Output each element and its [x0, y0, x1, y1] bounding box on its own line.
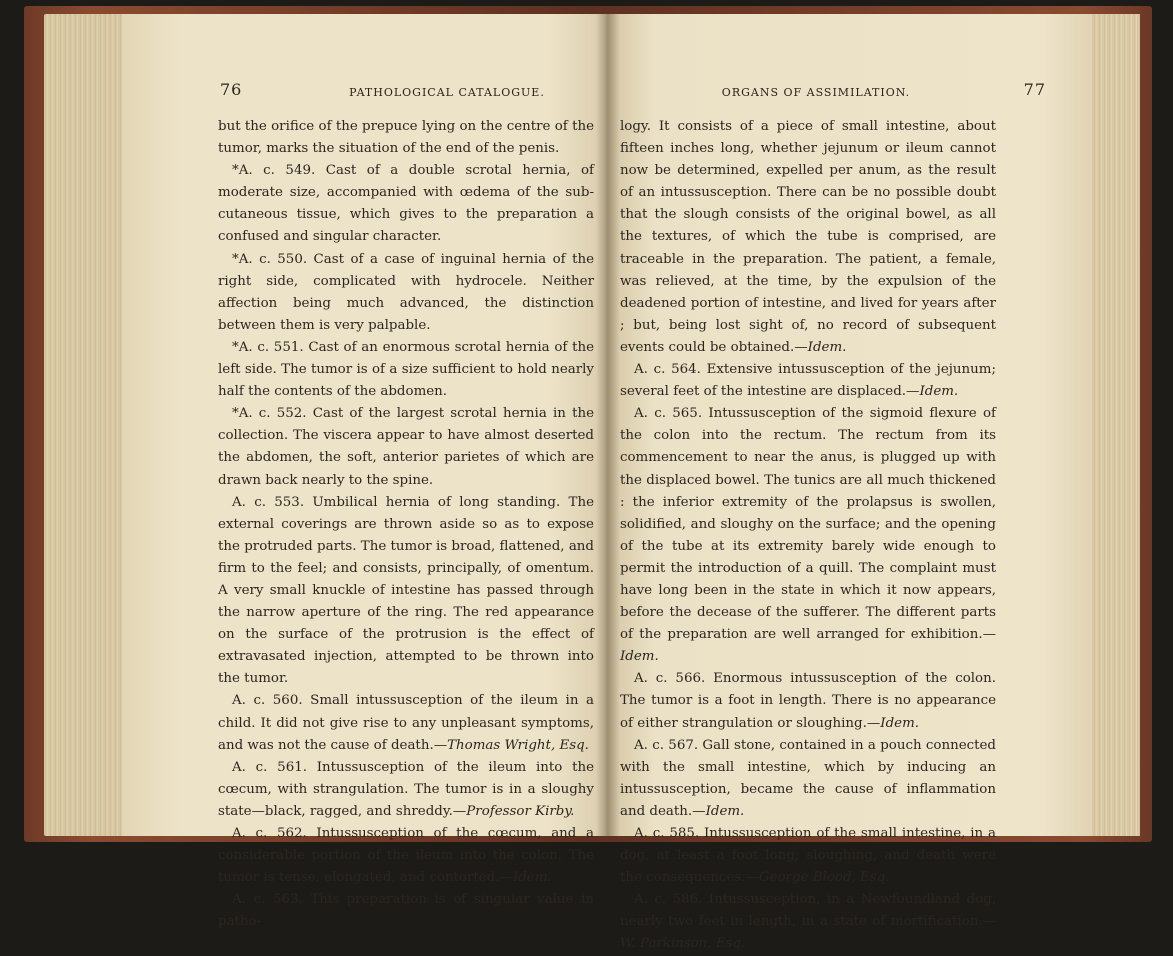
entry-attribution: Idem. — [512, 870, 552, 886]
entry-text: A. c. 560. Small intussusception of the ileum in a child. It did not give rise to any unpleasant symptoms, and was not the cause of death.— — [218, 693, 594, 753]
right-page-text — [620, 116, 996, 956]
entry-paragraph — [218, 690, 594, 756]
book-gutter — [596, 14, 620, 836]
entry-paragraph — [218, 116, 594, 160]
entry-attribution: Idem. — [807, 339, 847, 355]
entry-paragraph — [218, 160, 594, 248]
right-page-header — [626, 80, 1046, 110]
running-head: ORGANS OF ASSIMILATION. — [721, 86, 911, 99]
entry-paragraph — [620, 403, 996, 668]
entry-text: A. c. 561. Intussusception of the ileum into the cœcum, with strangulation. The tumor is in a sloughy state—black, ragged, and shreddy.— — [218, 759, 594, 819]
entry-text: *A. c. 551. Cast of an enormous scrotal hernia of the left side. The tumor is of a size sufficient to hold nearly half the contents of the abdomen. — [218, 339, 594, 400]
entry-paragraph — [218, 337, 594, 403]
entry-paragraph — [218, 757, 594, 823]
running-head: PATHOLOGICAL CATALOGUE. — [349, 86, 545, 99]
entry-paragraph — [620, 735, 996, 823]
entry-paragraph — [620, 823, 996, 889]
entry-text: A. c. 562. Intussusception of the cœcum, and a considerable portion of the ileum into the colon. The tumor is tense, elongated, and contorted.— — [218, 826, 594, 886]
entry-attribution: W. Parkinson, Esq. — [620, 936, 746, 952]
entry-paragraph — [218, 403, 594, 491]
entry-text: *A. c. 552. Cast of the largest scrotal hernia in the collection. The viscera appear to have almost deserted the abdomen, the soft, anterior parietes of which are drawn back nearly to the spine. — [218, 406, 594, 488]
entry-text: logy. It consists of a piece of small intestine, about fifteen inches long, whether jejunum or ileum cannot now be determined, expelled per anum, as the result of an intussusception. There can be no possible doubt that the slough consists of the original bowel, as all the textures, of which the tube is comprised, are traceable in the preparation. The patient, a female, was relieved, at the time, by the expulsion of the deadened portion of intestine, and lived for years after ; but, being lost sight of, no record of subsequent events could be obtained.— — [620, 119, 996, 355]
right-page — [606, 14, 1092, 952]
entry-attribution: Professor Kirby. — [466, 803, 575, 819]
left-page — [122, 14, 608, 930]
page-number: 77 — [1023, 80, 1046, 99]
entry-text: A. c. 563. This preparation is of singular value in patho- — [218, 892, 594, 930]
entry-paragraph — [620, 359, 996, 403]
entry-paragraph — [620, 116, 996, 359]
entry-paragraph — [620, 668, 996, 734]
entry-text: A. c. 585. Intussusception of the small intestine, in a dog, at least a foot long; sloughing, and death were the consequences.— — [620, 826, 996, 886]
page-edges-left — [44, 14, 124, 836]
entry-text: but the orifice of the prepuce lying on the centre of the tumor, marks the situation of the end of the penis. — [218, 119, 594, 157]
entry-text: A. c. 567. Gall stone, contained in a pouch connected with the small intestine, which by inducing an intussusception, became the cause of inflammation and death.— — [620, 737, 996, 819]
entry-attribution: Idem. — [919, 384, 959, 400]
entry-paragraph — [620, 889, 996, 955]
entry-attribution: Thomas Wright, Esq. — [447, 737, 589, 753]
entry-paragraph — [218, 492, 594, 691]
entry-text: A. c. 565. Intussusception of the sigmoid flexure of the colon into the rectum. The rectum from its commencement to near the anus, is plugged up with the displaced bowel. The tunics are all much thickened : the inferior extremity of the prolapsus is swollen, solidified, and sloughy on the surface; and the opening of the tube at its extremity barely wide enough to permit the introduction of a quill. The complaint must have long been in the state in which it now appears, before the decease of the sufferer. The different parts of the preparation are well arranged for exhibition.— — [620, 406, 996, 643]
page-number: 76 — [220, 80, 243, 99]
entry-attribution: Idem. — [880, 715, 920, 731]
entry-text: A. c. 566. Enormous intussusception of the colon. The tumor is a foot in length. There is no appearance of either strangulation or sloughing.— — [620, 671, 996, 731]
left-page-text — [218, 116, 594, 933]
entry-paragraph — [218, 823, 594, 889]
entry-paragraph — [218, 249, 594, 337]
entry-text: A. c. 586. Intussusception, in a Newfoundland dog, nearly two feet in length, in a state of mortification.— — [620, 892, 996, 930]
entry-text: A. c. 553. Umbilical hernia of long standing. The external coverings are thrown aside so as to expose the protruded parts. The tumor is broad, flattened, and firm to the feel; and consists, principally, of omentum. A very small knuckle of intestine has passed through the narrow aperture of the ring. The red appearance on the surface of the protrusion is the effect of extravasated injection, attempted to be thrown into the tumor. — [218, 494, 594, 687]
entry-paragraph — [218, 889, 594, 933]
entry-attribution: Idem. — [620, 649, 659, 665]
entry-text: *A. c. 550. Cast of a case of inguinal hernia of the right side, complicated with hydrocele. Neither affection being much advanced, the distinction between them is very palpable. — [218, 251, 594, 333]
entry-attribution: Idem. — [705, 803, 745, 819]
entry-text: *A. c. 549. Cast of a double scrotal hernia, of moderate size, accompanied with œdema of the sub-cutaneous tissue, which gives to the preparation a confused and singular character. — [218, 163, 594, 245]
page-edges-right — [1088, 14, 1140, 836]
left-page-header — [220, 80, 642, 110]
entry-attribution: George Blood, Esq. — [758, 870, 890, 886]
entry-text: A. c. 564. Extensive intussusception of the jejunum; several feet of the intestine are displaced.— — [620, 362, 996, 400]
